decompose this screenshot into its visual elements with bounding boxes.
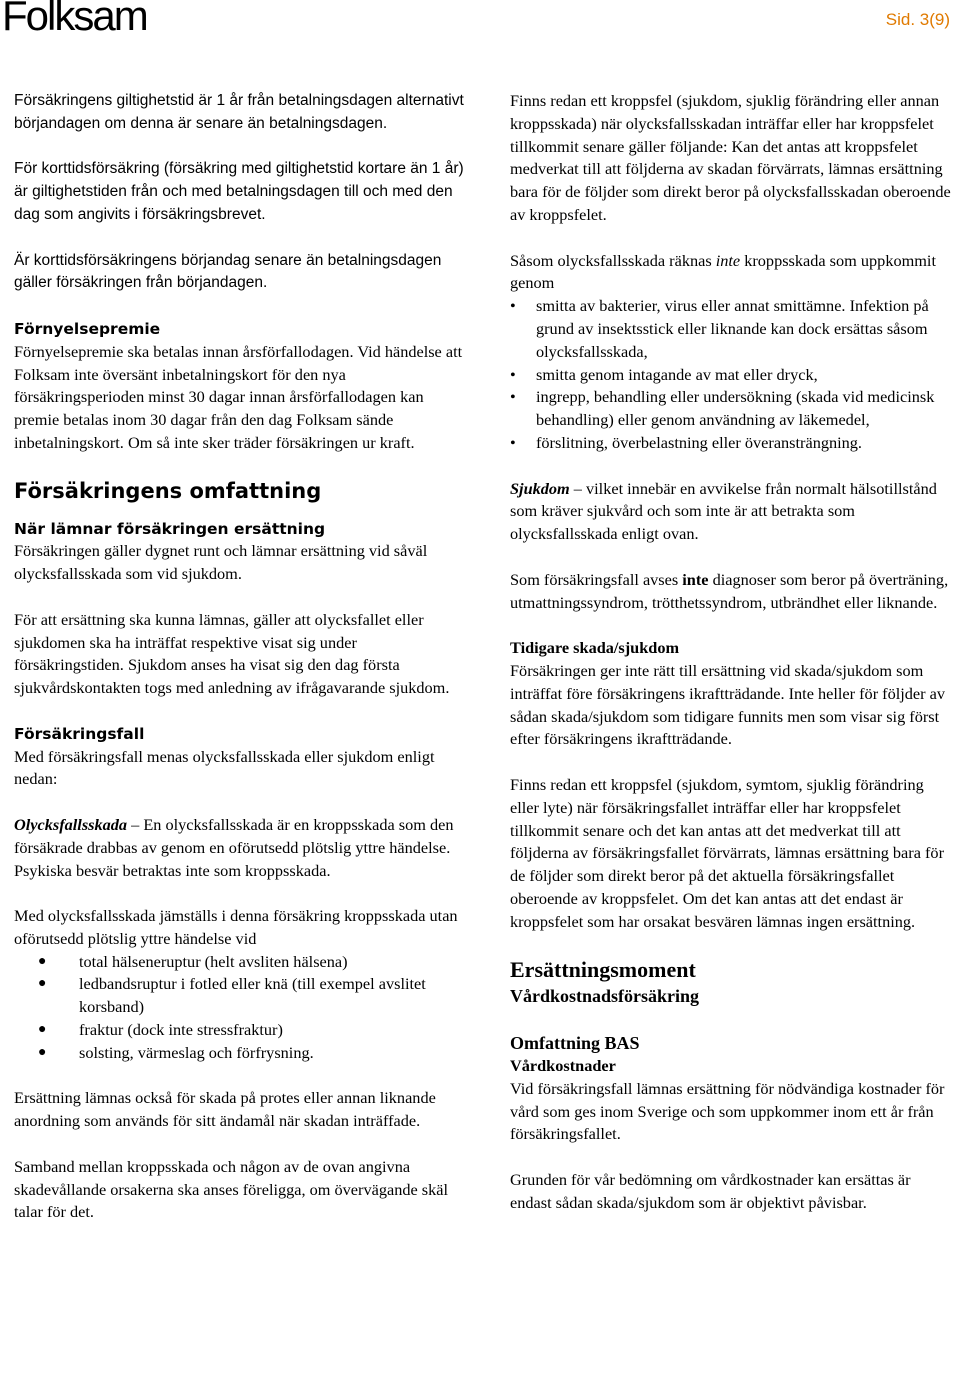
accident-def: – En olycksfallsskada är en kroppsskada som den försäkrade drabbas av genom en oförutsedd plötslig yttre händelse. Psykiska besvär betraktas inte som kroppsskada. (14, 814, 454, 880)
illness-definition (510, 478, 956, 546)
case-section (14, 723, 464, 791)
bas-title: Omfattning BAS (510, 1033, 640, 1054)
assessment-paragraph: Grunden för vår bedömning om vårdkostnader kan ersättas är endast sådan skada/sjukdom som är objektivt påvisbar. (510, 1170, 911, 1212)
not-intro-text: Såsom olycksfallsskada räknas (510, 250, 716, 270)
folksam-logo: Folksam (2, 0, 147, 39)
renewal-text-a: Förnyelsepremie ska betalas innan årsförfallodagen. (14, 341, 354, 361)
validity-paragraph: Försäkringens giltighetstid är 1 år från betalningsdagen alternativt börjandagen om denna är senare än betalningsdagen. (14, 92, 464, 132)
case-title: Försäkringsfall (14, 724, 145, 743)
page-header (0, 0, 960, 44)
when-title: När lämnar försäkringen ersättning (14, 519, 326, 538)
existing-condition-paragraph: Finns redan ett kroppsfel (sjukdom, symtom, sjuklig förändring eller lyte) när försäkringsfallet inträffar eller har kroppsfelet tillkommit senare och det kan antas att det medverkat till att följderna av försäkringsfallet förvärrats, lämnas ersättning bara för de följder som direkt beror på det aktuella försäkringsfallet oberoende av kroppsfelet. Om det kan antas att det endast är kroppsfelet som har orsakat besvären lämnas ingen ersättning. (510, 774, 944, 931)
list-item: • smitta av bakterier, virus eller annat smittämne. Infektion på grund av insektsstick eller liknande kan dock ersättas såsom olycksfallsskada, (510, 295, 956, 363)
not-accident-intro (510, 250, 956, 296)
previous-injury-title: Tidigare skada/sjukdom (510, 638, 680, 658)
list-item: • förslitning, överbelastning eller överansträngning. (510, 432, 956, 455)
list-item: ● solsting, värmeslag och förfrysning. (14, 1042, 464, 1065)
equated-list (14, 951, 464, 1065)
diagnosis-paragraph (510, 569, 956, 615)
costs-title: Vårdkostnader (510, 1056, 616, 1076)
prosthesis-paragraph: Ersättning lämnas också för skada på protes eller annan liknande anordning som används för sitt ändamål när skadan inträffade. (14, 1088, 436, 1131)
equated-intro: Med olycksfallsskada jämställs i denna försäkring kroppsskada utan oförutsedd plötslig yttre händelse vid (14, 906, 458, 948)
previous-injury-section (510, 637, 956, 751)
not-intro-emphasis: inte (715, 250, 741, 270)
when-section (14, 518, 464, 586)
renewal-title: Förnyelsepremie (14, 319, 161, 338)
list-item: ● ledbandsruptur i fotled eller knä (till exempel avslitet korsband) (14, 973, 464, 1019)
condition-paragraph: För att ersättning ska kunna lämnas, gäller att olycksfallet eller sjukdomen ska ha inträffat respektive visat sig under försäkringstiden. Sjukdom anses ha visat sig den dag första sjukvårdskontakten togs med anledning av ifrågavarande sjukdom. (14, 609, 450, 698)
not-intro-text-end: kroppsskada som uppkommit genom (510, 250, 936, 293)
renewal-section (14, 318, 464, 455)
accident-term: Olycksfallsskada (14, 814, 128, 834)
care-insurance-title: Vårdkostnadsförsäkring (510, 986, 700, 1007)
diag-emphasis: inte (682, 569, 709, 589)
existing-defect-paragraph: Finns redan ett kroppsfel (sjukdom, sjuklig förändring eller annan kroppsskada) när olycksfallsskadan inträffar eller har kroppsfelet tillkommit senare gäller följande: Kan det antas att kroppsfelet medverkat till att följderna av skadan förvärrats, lämnas ersättning bara för de följder som direkt beror på olycksfallsskadan oberoende av kroppsfelet. (510, 91, 951, 224)
list-item: • smitta genom intagande av mat eller dryck, (510, 364, 956, 387)
page-number: Sid. 3(9) (885, 10, 950, 29)
when-text: Försäkringen gäller dygnet runt och lämnar ersättning vid såväl olycksfallsskada som vid sjukdom. (14, 541, 428, 584)
start-date-paragraph: Är korttidsförsäkringens börjandag senare än betalningsdagen gäller försäkringen från börjandagen. (14, 251, 442, 292)
compensation-title: Ersättningsmoment (510, 957, 696, 983)
section-title: Försäkringens omfattning (14, 478, 322, 503)
diag-text: Som försäkringsfall avses (510, 569, 683, 589)
renewal-text-b: Vid händelse att Folksam inte översänt inbetalningskort för den nya försäkringsperioden minst 30 dagar innan årsförfallodagen kan premie betalas inom 30 dagar från den dag Folksam sände inbetalningskort. Om så inte sker träder försäkringen ur kraft. (14, 341, 463, 452)
causation-paragraph: Samband mellan kroppsskada och någon av de ovan angivna skadevållande orsakerna ska anses föreligga, om övervägande skäl talar för det. (14, 1156, 448, 1222)
list-item: ● fraktur (dock inte stressfraktur) (14, 1019, 464, 1042)
left-column (14, 90, 464, 1247)
right-column (510, 90, 956, 1237)
costs-text: Vid försäkringsfall lämnas ersättning för nödvändiga kostnader för vård som ges inom Sverige och som uppkommer inom ett år från försäkringsfallet. (510, 1078, 945, 1144)
previous-injury-text: Försäkringen ger inte rätt till ersättning vid skada/sjukdom som inträffat före försäkringens ikraftträdande. Inte heller för följder av sådan skada/sjukdom som tidigare funnits men som visar sig först efter försäkringens ikraftträdande. (510, 660, 946, 749)
illness-term: Sjukdom (510, 478, 570, 498)
short-term-paragraph: För korttidsförsäkring (försäkring med giltighetstid kortare än 1 år) är giltighetstiden från och med betalningsdagen till och med den dag som angivits i försäkringsbrevet. (14, 160, 464, 223)
list-item: ● total hälseneruptur (helt avsliten hälsena) (14, 951, 464, 974)
accident-definition (14, 814, 464, 882)
illness-def: – vilket innebär en avvikelse från normalt hälsotillstånd som kräver sjukvård och som inte är att betrakta som olycksfallsskada enligt ovan. (510, 478, 937, 544)
list-item: • ingrepp, behandling eller undersökning (skada vid medicinsk behandling) eller genom användning av läkemedel, (510, 386, 956, 432)
case-text: Med försäkringsfall menas olycksfallsskada eller sjukdom enligt nedan: (14, 746, 435, 789)
not-accident-list (510, 295, 956, 455)
diag-text-end: diagnoser som beror på överträning, utmattningssyndrom, trötthetssyndrom, utbrändhet eller liknande. (510, 569, 949, 612)
